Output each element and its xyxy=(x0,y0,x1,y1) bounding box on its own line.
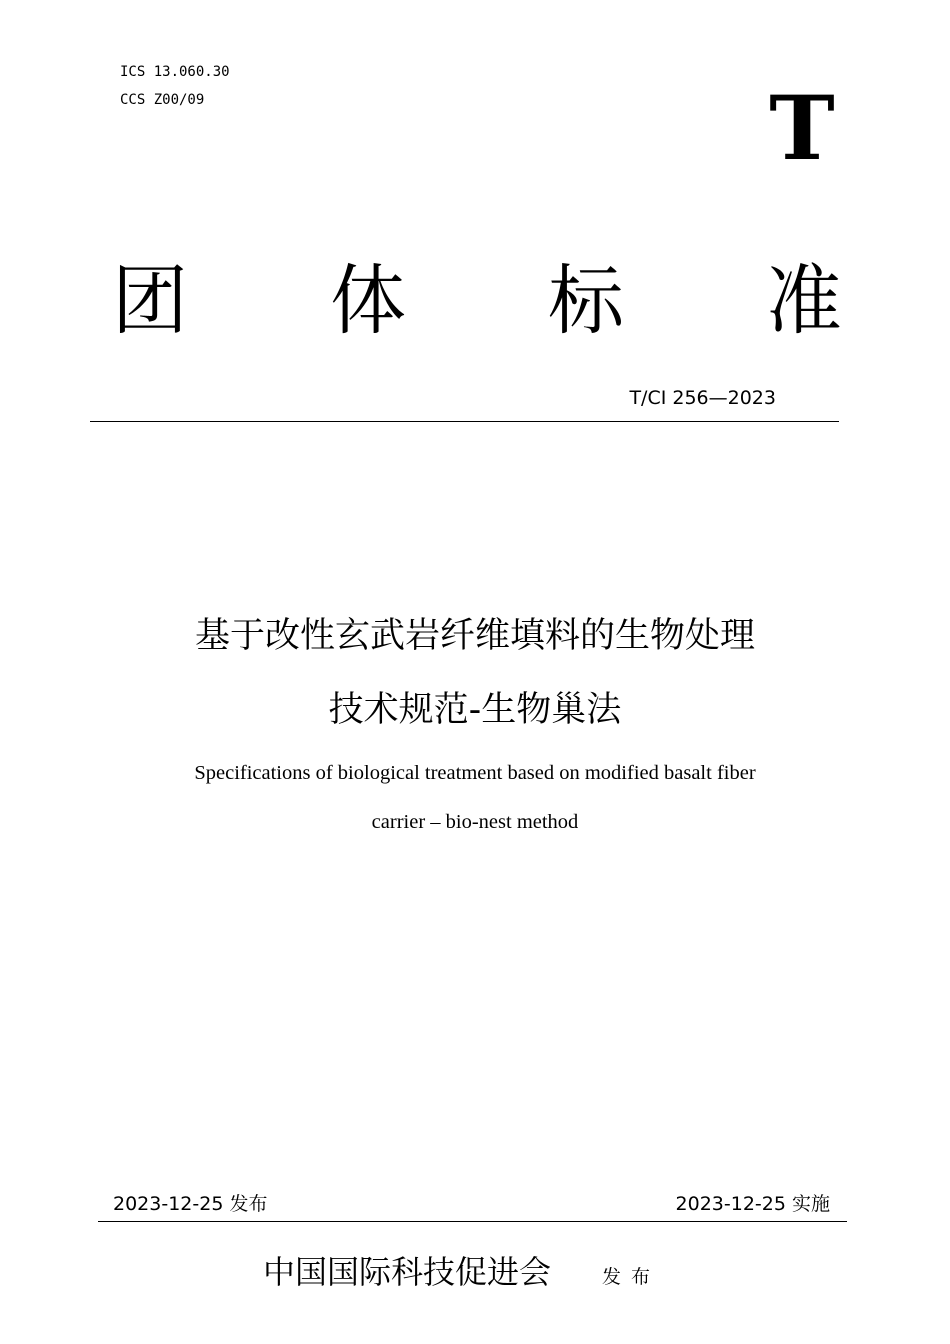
effective-date: 2023-12-25 实施 xyxy=(675,1193,830,1215)
standard-type-mark: T xyxy=(769,76,835,180)
top-divider xyxy=(90,421,839,422)
heading-char-1: 团 xyxy=(112,256,188,345)
title-chinese-line-1: 基于改性玄武岩纤维填料的生物处理 xyxy=(194,616,755,656)
publish-date: 2023-12-25 发布 xyxy=(113,1193,268,1215)
publisher-name: 中国国际科技促进会 xyxy=(263,1253,552,1291)
document-category-heading xyxy=(112,255,842,347)
title-chinese-line-2: 技术规范-生物巢法 xyxy=(328,690,622,730)
title-english-line-1: Specifications of biological treatment based on modified basalt fiber xyxy=(194,762,756,784)
ccs-code: CCS Z00/09 xyxy=(120,92,205,108)
title-english-line-2: carrier – bio-nest method xyxy=(371,811,579,833)
publisher-suffix: 发布 xyxy=(602,1266,661,1288)
bottom-divider xyxy=(98,1221,847,1222)
standard-number: T/CI 256—2023 xyxy=(629,387,776,409)
heading-char-3: 标 xyxy=(548,256,624,345)
ics-code: ICS 13.060.30 xyxy=(120,64,230,80)
heading-char-4: 准 xyxy=(766,256,842,345)
heading-char-2: 体 xyxy=(330,256,406,345)
